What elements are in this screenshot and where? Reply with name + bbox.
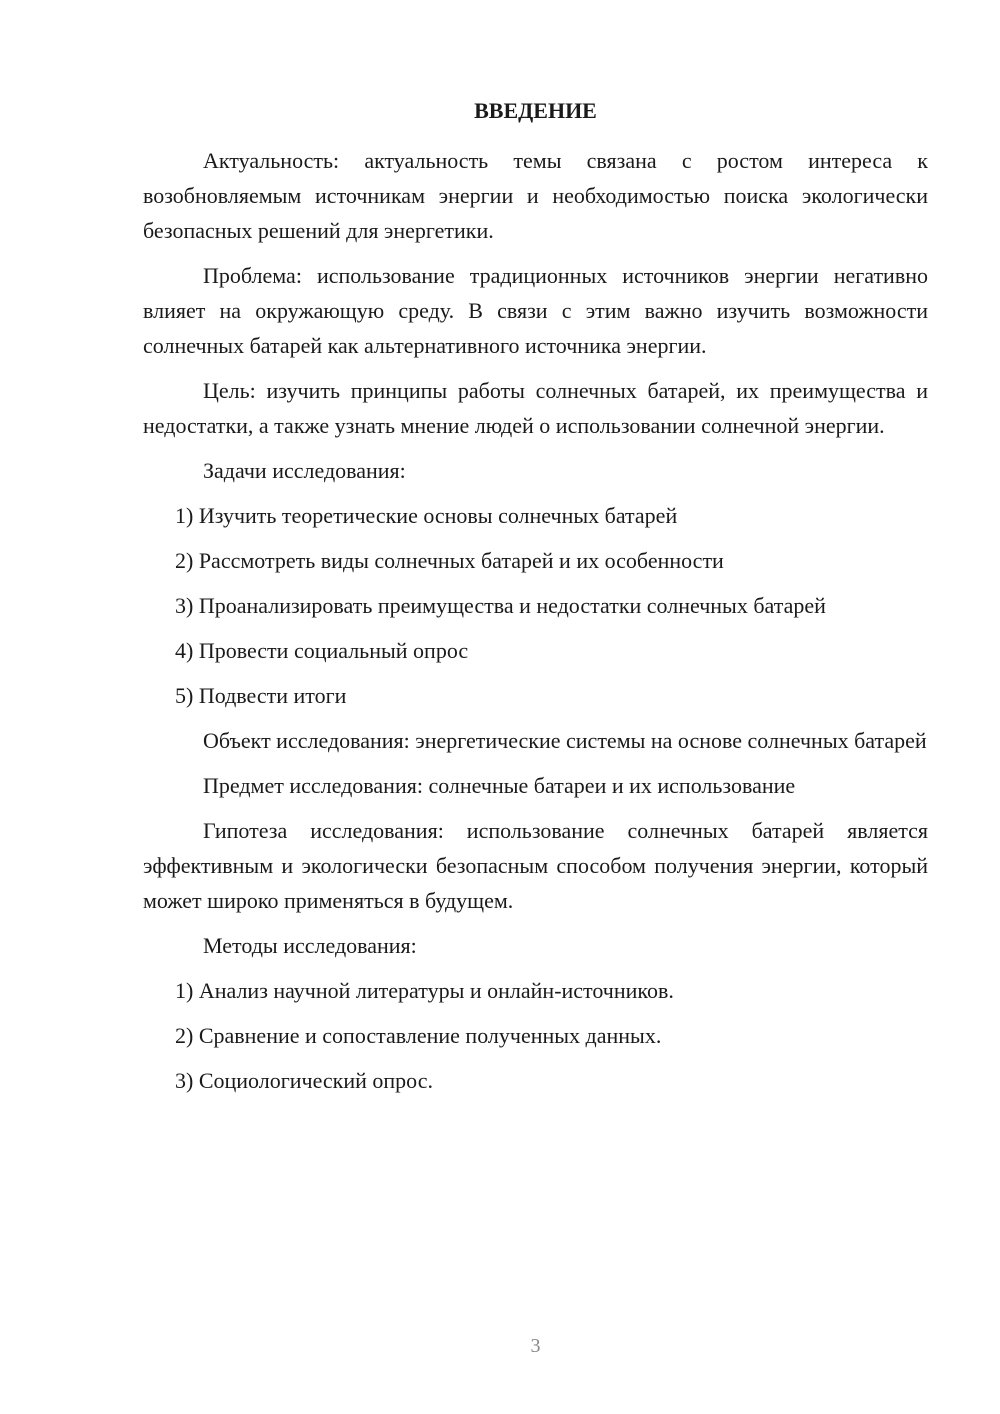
- problem-paragraph: Проблема: использование традиционных источников энергии негативно влияет на окружающую среду. В связи с этим важно изучить возможности солнечных батарей как альтернативного источника энергии.: [143, 263, 928, 358]
- tasks-heading: Задачи исследования:: [203, 458, 406, 483]
- methods-heading: Методы исследования:: [203, 933, 417, 958]
- task-item: 5) Подвести итоги: [175, 683, 347, 708]
- object-paragraph: Объект исследования: энергетические системы на основе солнечных батарей: [203, 728, 927, 753]
- methods-list: [143, 973, 928, 1098]
- section-title: ВВЕДЕНИЕ: [474, 98, 597, 123]
- method-item: 3) Социологический опрос.: [175, 1068, 433, 1093]
- body-text: [143, 143, 928, 1108]
- task-item: 2) Рассмотреть виды солнечных батарей и их особенности: [175, 548, 724, 573]
- task-item: 3) Проанализировать преимущества и недостатки солнечных батарей: [175, 593, 826, 618]
- hypothesis-paragraph: Гипотеза исследования: использование солнечных батарей является эффективным и экологически безопасным способом получения энергии, который может широко применяться в будущем.: [143, 818, 928, 913]
- goal-paragraph: Цель: изучить принципы работы солнечных батарей, их преимущества и недостатки, а также узнать мнение людей о использовании солнечной энергии.: [143, 378, 928, 438]
- method-item: 2) Сравнение и сопоставление полученных данных.: [175, 1023, 662, 1048]
- subject-paragraph: Предмет исследования: солнечные батареи и их использование: [203, 773, 796, 798]
- relevance-paragraph: Актуальность: актуальность темы связана с ростом интереса к возобновляемым источникам энергии и необходимостью поиска экологически безопасных решений для энергетики.: [143, 148, 928, 243]
- tasks-list: [143, 498, 928, 713]
- page-number: 3: [530, 1335, 541, 1357]
- task-item: 4) Провести социальный опрос: [175, 638, 469, 663]
- task-item: 1) Изучить теоретические основы солнечных батарей: [175, 503, 678, 528]
- method-item: 1) Анализ научной литературы и онлайн-источников.: [175, 978, 674, 1003]
